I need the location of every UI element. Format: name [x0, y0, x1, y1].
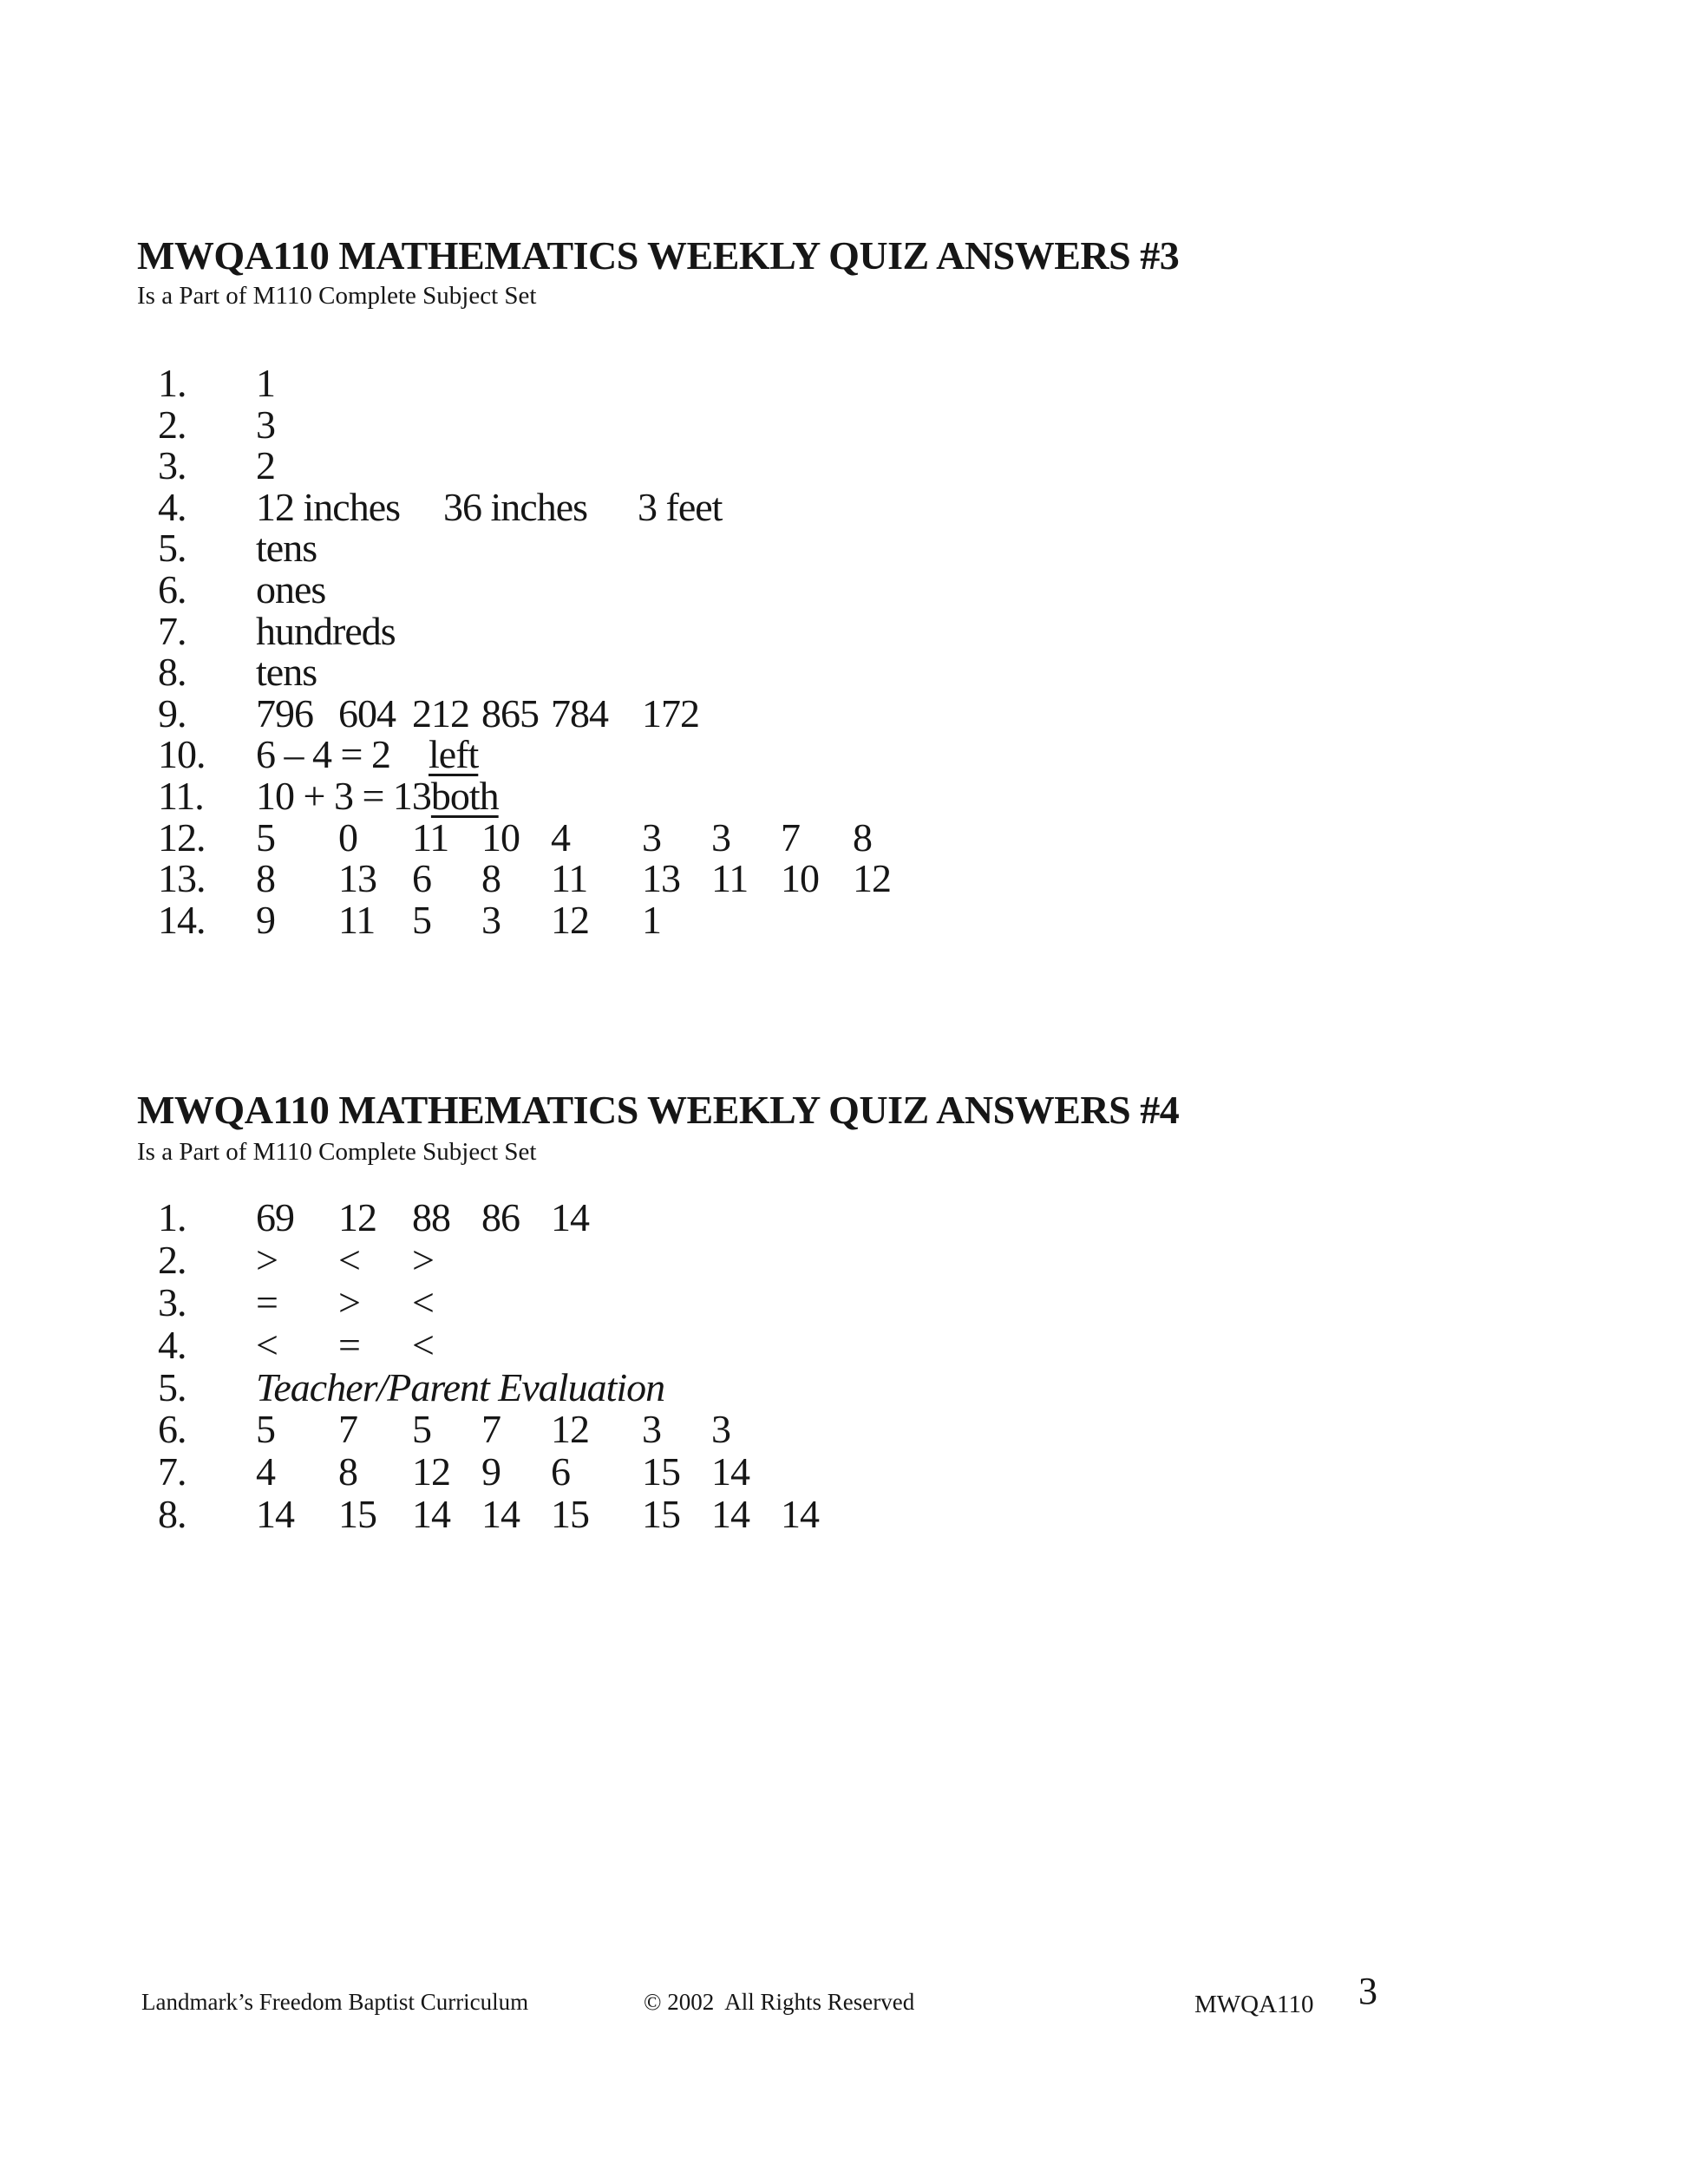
answer-row [0, 1494, 1301, 1536]
answer-value: 12 inches [256, 484, 401, 529]
answer-value: 3 [642, 814, 661, 860]
answer-value: 8 [256, 856, 275, 901]
answer-number: 1. [158, 1195, 186, 1239]
answer-value: hundreds [256, 608, 396, 653]
answer-row [0, 566, 1301, 611]
answer-number: 5. [158, 526, 186, 571]
answer-row [0, 651, 1301, 693]
answer-value: 13 [642, 856, 680, 901]
answer-value: 604 [338, 690, 396, 736]
answer-value: 7 [338, 1407, 357, 1452]
answer-row [0, 690, 1301, 736]
answer-value: 11 [412, 814, 449, 860]
answer-value: 865 [481, 690, 539, 736]
answer-value: 11 [338, 897, 376, 942]
answer-value: 14 [711, 1449, 749, 1494]
answer-row [0, 814, 1301, 860]
answer-value: 10 [781, 856, 819, 901]
quiz3-answer-list [0, 363, 1301, 940]
answer-row [0, 1451, 1301, 1494]
answer-value: 1 [642, 897, 661, 942]
answer-value: > [412, 1237, 434, 1282]
answer-value: 14 [711, 1492, 749, 1537]
answer-number: 6. [158, 566, 186, 611]
answer-value: < [338, 1237, 360, 1282]
answer-value: tens [256, 526, 317, 571]
answer-row [0, 527, 1301, 569]
answer-value: 7 [481, 1407, 501, 1452]
answer-value: 9 [481, 1449, 501, 1494]
answer-value: 8 [853, 814, 872, 860]
answer-value: 6 [412, 856, 431, 901]
answer-value: 3 [711, 814, 730, 860]
answer-row [0, 899, 1301, 941]
answer-value: 15 [338, 1492, 376, 1537]
answer-number: 9. [158, 690, 186, 736]
answer-value: 6 – 4 = 2 [256, 732, 390, 777]
answer-number: 5. [158, 1364, 186, 1409]
quiz4-title: MWQA110 MATHEMATICS WEEKLY QUIZ ANSWERS #4 [137, 1088, 1180, 1132]
answer-number: 11. [158, 773, 204, 818]
answer-value: 8 [481, 856, 501, 901]
answer-value: 5 [256, 814, 275, 860]
answer-value: 0 [338, 814, 357, 860]
answer-value: 11 [551, 856, 588, 901]
answer-value: 1 [256, 361, 275, 405]
quiz3-subtitle: Is a Part of M110 Complete Subject Set [137, 282, 537, 310]
answer-value: 2 [256, 443, 275, 488]
answer-number: 12. [158, 814, 206, 860]
answer-value: 172 [642, 690, 699, 736]
quiz4-answer-list [0, 1197, 1301, 1536]
footer-page-number: 3 [1358, 1970, 1377, 2012]
answer-value: 14 [781, 1492, 819, 1537]
answer-value: 5 [412, 1407, 431, 1452]
answer-value: = [338, 1322, 360, 1367]
answer-value: 5 [412, 897, 431, 942]
answer-value: 88 [412, 1195, 450, 1239]
answer-number: 4. [158, 1322, 186, 1367]
answer-row [0, 734, 1301, 775]
answer-value: 15 [642, 1492, 680, 1537]
answer-row [0, 775, 1301, 817]
answer-value: both [430, 773, 499, 818]
answer-value: 3 [711, 1407, 730, 1452]
answer-value: 796 [256, 690, 313, 736]
answer-value: 4 [256, 1449, 275, 1494]
answer-value: 14 [256, 1492, 294, 1537]
quiz4-subtitle: Is a Part of M110 Complete Subject Set [137, 1138, 537, 1166]
answer-value: 6 [551, 1449, 570, 1494]
answer-value: 15 [642, 1449, 680, 1494]
answer-number: 6. [158, 1407, 186, 1452]
answer-value: 69 [256, 1195, 294, 1239]
answer-row [0, 1197, 1301, 1239]
answer-row [0, 858, 1301, 899]
answer-value: Teacher/Parent Evaluation [256, 1364, 665, 1409]
answer-value: 10 + 3 = 13 [256, 773, 431, 818]
answer-row [0, 1409, 1301, 1451]
answer-value: > [338, 1279, 360, 1324]
answer-value: 8 [338, 1449, 357, 1494]
answer-value: 12 [853, 856, 891, 901]
answer-value: 5 [256, 1407, 275, 1452]
answer-number: 2. [158, 1237, 186, 1282]
quiz3-title: MWQA110 MATHEMATICS WEEKLY QUIZ ANSWERS #3 [137, 233, 1180, 278]
answer-row [0, 484, 1301, 529]
answer-value: 7 [781, 814, 800, 860]
answer-value: 14 [481, 1492, 520, 1537]
answer-number: 8. [158, 1492, 186, 1537]
answer-row [0, 1279, 1301, 1324]
answer-value: 3 [481, 897, 501, 942]
answer-value: 13 [338, 856, 376, 901]
answer-row [0, 1239, 1301, 1282]
answer-number: 13. [158, 856, 206, 901]
answer-number: 2. [158, 402, 186, 447]
answer-value: > [256, 1237, 278, 1282]
answer-row [0, 445, 1301, 487]
answer-number: 4. [158, 484, 186, 529]
answer-row [0, 363, 1301, 404]
answer-value: 12 [412, 1449, 450, 1494]
answer-value: 14 [551, 1195, 589, 1239]
answer-value: = [256, 1279, 278, 1324]
answer-value: 11 [711, 856, 749, 901]
answer-value: 3 [256, 402, 275, 447]
answer-value: < [256, 1322, 278, 1367]
answer-value: 86 [481, 1195, 520, 1239]
answer-value: 3 [642, 1407, 661, 1452]
answer-number: 8. [158, 650, 186, 695]
answer-number: 14. [158, 897, 206, 942]
answer-value: 12 [551, 897, 589, 942]
answer-number: 7. [158, 1449, 186, 1494]
answer-value: 36 inches [443, 484, 588, 529]
answer-number: 3. [158, 443, 186, 488]
footer-copyright: © 2002 All Rights Reserved [644, 1989, 915, 2015]
footer-document-code: MWQA110 [1194, 1991, 1314, 2018]
answer-value: left [429, 732, 479, 777]
answer-value: 212 [412, 690, 469, 736]
answer-value: 15 [551, 1492, 589, 1537]
answer-value: 10 [481, 814, 520, 860]
answer-row [0, 608, 1301, 653]
answer-number: 7. [158, 608, 186, 653]
answer-value: 4 [551, 814, 570, 860]
answer-value: tens [256, 650, 317, 695]
answer-value: ones [256, 566, 326, 611]
answer-value: 12 [551, 1407, 589, 1452]
answer-value: < [412, 1322, 434, 1367]
answer-value: 14 [412, 1492, 450, 1537]
answer-value: < [412, 1279, 434, 1324]
answer-row [0, 1324, 1301, 1367]
answer-value: 3 feet [638, 484, 723, 529]
answer-value: 12 [338, 1195, 376, 1239]
answer-row [0, 404, 1301, 446]
footer-publisher: Landmark’s Freedom Baptist Curriculum [141, 1989, 529, 2015]
answer-number: 3. [158, 1279, 186, 1324]
answer-value: 784 [551, 690, 608, 736]
answer-row [0, 1364, 1301, 1409]
answer-number: 1. [158, 361, 186, 405]
answer-number: 10. [158, 732, 206, 777]
answer-value: 9 [256, 897, 275, 942]
